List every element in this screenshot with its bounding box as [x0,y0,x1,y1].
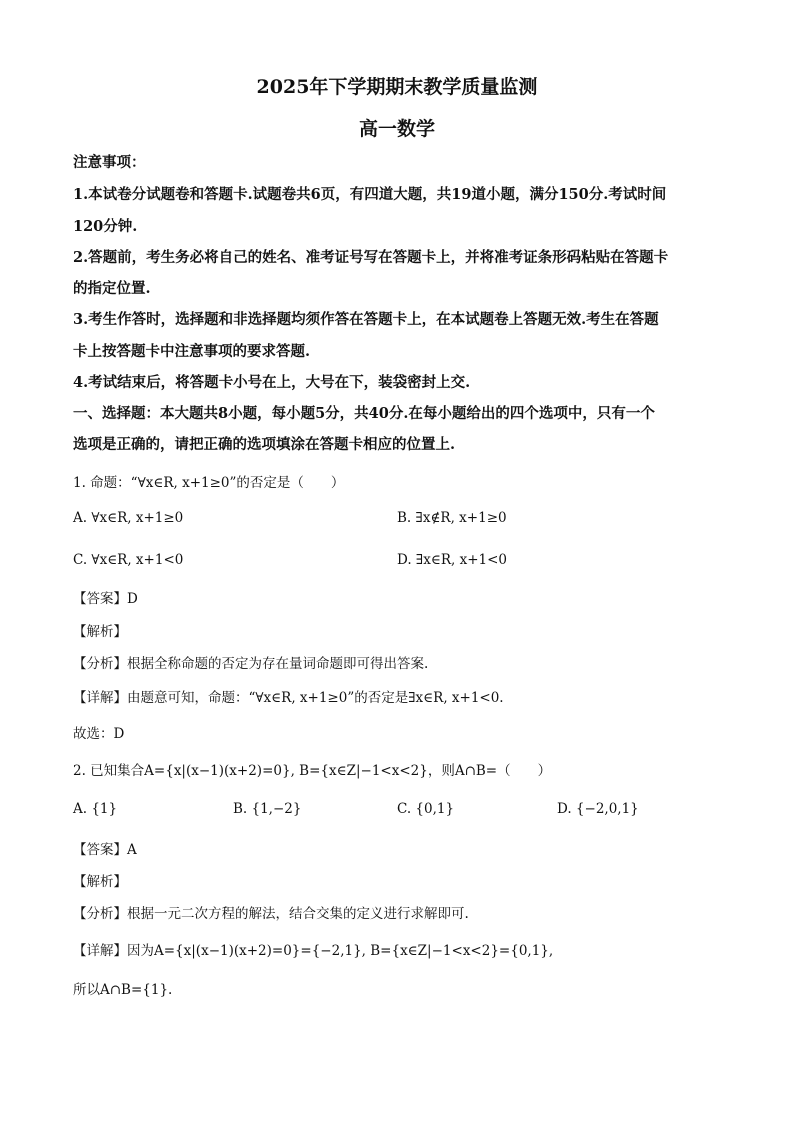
q2-result: 所以A∩B={1}. [73,982,173,998]
q2-option-b: B. {1,−2} [233,801,302,817]
q1-detailed-solution: 【详解】由题意可知，命题：“∀x∈R, x+1≥0”的否定是∃x∈R, x+1<0. [73,690,504,706]
q1-analysis-tag: 【解析】 [73,624,127,640]
note-2-line-2: 的指定位置. [73,280,151,297]
q1-analysis-summary: 【分析】根据全称命题的否定为存在量词命题即可得出答案. [73,656,429,672]
q1-answer: 【答案】D [73,591,138,607]
exam-subject: 高一数学 [358,118,435,140]
note-2-line-1: 2.答题前，考生务必将自己的姓名、准考证号写在答题卡上，并将准考证条形码粘贴在答题卡 [73,249,669,266]
q2-option-d: D. {−2,0,1} [557,801,639,817]
q1-option-b: B. ∃x∉R, x+1≥0 [397,510,507,526]
q2-analysis-tag: 【解析】 [73,874,127,890]
section-heading-line-2: 选项是正确的，请把正确的选项填涂在答题卡相应的位置上. [73,436,456,453]
note-3-line-1: 3.考生作答时，选择题和非选择题均须作答在答题卡上，在本试题卷上答题无效.考生在答题 [73,311,659,328]
q2-answer: 【答案】A [73,842,137,858]
q1-option-a: A. ∀x∈R, x+1≥0 [73,510,184,526]
notes-heading: 注意事项： [73,154,146,171]
q1-option-c: C. ∀x∈R, x+1<0 [73,552,184,568]
q2-detailed-solution: 【详解】因为A={x|(x−1)(x+2)=0}={−2,1}, B={x∈Z|−1<x<2}={0,1}, [73,943,554,959]
q2-option-a: A. {1} [73,801,118,817]
q2-option-c: C. {0,1} [397,801,455,817]
q1-stem: 1. 命题：“∀x∈R, x+1≥0”的否定是（ ） [73,475,345,491]
exam-title: 2025年下学期期末教学质量监测 [256,76,538,98]
q1-choice: 故选：D [73,726,125,742]
q1-option-d: D. ∃x∈R, x+1<0 [397,552,508,568]
q2-stem: 2. 已知集合A={x|(x−1)(x+2)=0}, B={x∈Z|−1<x<2}，则A∩B=（ ） [73,763,552,779]
note-4: 4.考试结束后，将答题卡小号在上，大号在下，装袋密封上交. [73,374,471,391]
note-1-line-2: 120分钟. [73,218,138,235]
section-heading-line-1: 一、选择题：本大题共8小题，每小题5分，共40分.在每小题给出的四个选项中，只有一个 [73,405,655,422]
note-3-line-2: 卡上按答题卡中注意事项的要求答题. [73,343,311,360]
note-1-line-1: 1.本试卷分试题卷和答题卡.试题卷共6页，有四道大题，共19道小题，满分150分.考试时间 [73,186,667,203]
q2-analysis-summary: 【分析】根据一元二次方程的解法，结合交集的定义进行求解即可. [73,906,469,922]
